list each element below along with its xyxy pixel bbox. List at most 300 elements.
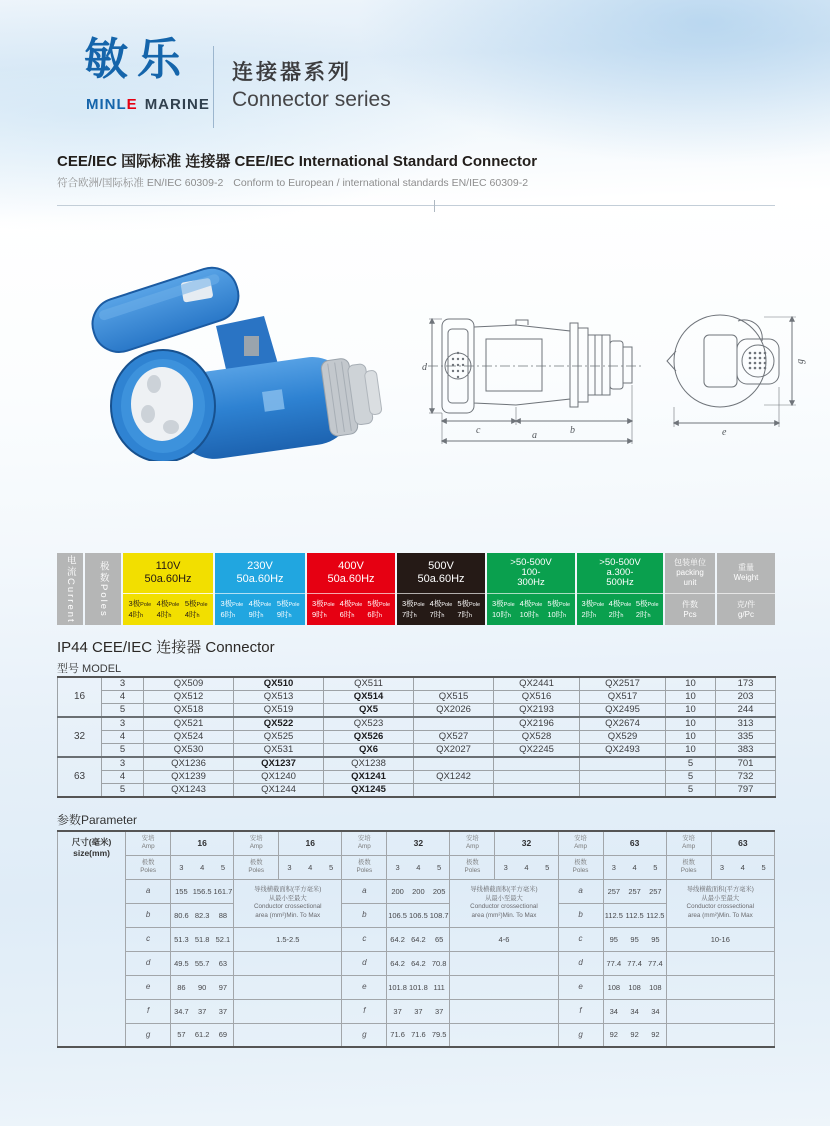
hour-suffix: h (647, 612, 651, 619)
model-cell: QX515 (414, 691, 494, 704)
voltage-label (487, 553, 575, 593)
weight-cn: 重量 (738, 563, 754, 572)
dim-value-cell: 37 (387, 999, 408, 1023)
gpc-en: g/Pc (737, 609, 754, 619)
current-rating-cell: 32 (58, 717, 102, 757)
dim-value-cell: 80.6 (171, 903, 192, 927)
technical-drawing (420, 295, 810, 455)
dim-value-cell: 108.7 (429, 903, 450, 927)
hour-suffix: h (196, 612, 200, 619)
dim-value-cell: 49.5 (171, 951, 192, 975)
current-rating-cell: 63 (58, 757, 102, 797)
model-cell: QX527 (414, 731, 494, 744)
dim-letter-cell: a (342, 879, 387, 903)
model-cell: QX1239 (144, 771, 234, 784)
pole-suffix: Pole (379, 602, 391, 609)
pole-hour-entry (457, 599, 480, 620)
empty-cell (234, 975, 342, 999)
dim-label-e: e (722, 427, 727, 438)
ip44-heading: IP44 CEE/IEC 连接器 Connector (57, 639, 275, 656)
pole-suffix: Pole (232, 602, 244, 609)
hour-position: 6时h (339, 609, 355, 619)
voltage-column (397, 553, 485, 625)
dim-value-cell: 34 (645, 999, 666, 1023)
pole-hour-entry (402, 599, 425, 620)
pole-count: 5极Pole (457, 599, 481, 609)
pole-count: 4极Pole (519, 599, 543, 609)
pole-suffix: Pole (503, 602, 515, 609)
conductor-cn-1: 导线横截面积(平方毫米) (470, 886, 538, 893)
model-cell: QX524 (144, 731, 234, 744)
packing-en-2: unit (683, 578, 697, 587)
empty-cell (666, 951, 774, 975)
poles-column (85, 553, 121, 625)
packing-column (665, 553, 715, 625)
dim-letter-cell: g (558, 1023, 603, 1047)
dim-letter-cell: e (342, 975, 387, 999)
pole-suffix: Pole (196, 602, 208, 609)
model-cell: QX517 (580, 691, 666, 704)
param-table-wrap (57, 830, 775, 1048)
voltage-column (487, 553, 575, 625)
weight-en: Weight (733, 573, 759, 582)
dim-value-cell: 106.5 (387, 903, 408, 927)
hour-suffix: h (140, 612, 144, 619)
model-table (57, 676, 776, 798)
packing-header (665, 553, 715, 593)
amp-label-cell: 安培 Amp (234, 831, 279, 855)
hour-position: 9时h (248, 609, 264, 619)
pole-hour-entry (547, 599, 570, 620)
hour-suffix: h (351, 612, 355, 619)
poles-count-cell: 3 (711, 855, 732, 879)
empty-cell (666, 1023, 774, 1047)
dim-letter-cell: c (558, 927, 603, 951)
logo-marine: MARINE (144, 96, 210, 113)
param-row (58, 975, 775, 999)
model-cell: QX2193 (494, 704, 580, 718)
dim-value-cell: 77.4 (645, 951, 666, 975)
voltage-column (123, 553, 213, 625)
dim-value-cell: 34 (624, 999, 645, 1023)
hour-position: 6时h (367, 609, 383, 619)
dim-value-cell: 71.6 (387, 1023, 408, 1047)
dim-value-cell: 34.7 (171, 999, 192, 1023)
dim-value-cell: 155 (171, 879, 192, 903)
pole-count: 3极Pole (220, 599, 244, 609)
voltage-label (307, 553, 395, 593)
dim-letter-cell: d (126, 951, 171, 975)
hour-position: 7时h (429, 609, 445, 619)
hour-position: 10时h (519, 609, 539, 619)
empty-cell (450, 1023, 558, 1047)
hour-suffix: h (620, 612, 624, 619)
dim-label-g: g (795, 359, 806, 364)
dim-value-cell: 86 (171, 975, 192, 999)
dim-value-cell: 112.5 (624, 903, 645, 927)
dim-value-cell: 95 (603, 927, 624, 951)
poles-count-cell: 3 (387, 855, 408, 879)
pole-count: 3极Pole (128, 599, 152, 609)
pole-hour-entry (636, 599, 659, 620)
model-cell: QX1243 (144, 784, 234, 798)
voltage-text-line: 50a.60Hz (327, 573, 375, 585)
brand-logo-cn: 敏乐 (84, 35, 190, 84)
dim-letter-cell: f (126, 999, 171, 1023)
dim-value-cell: 71.6 (408, 1023, 429, 1047)
dim-value-cell: 70.8 (429, 951, 450, 975)
model-cell: QX510 (234, 677, 324, 691)
voltage-text-line: 230V (247, 560, 273, 573)
dim-value-cell: 55.7 (192, 951, 213, 975)
param-row (58, 999, 775, 1023)
voltage-text-line: >50-500V (599, 556, 641, 568)
param-header-row-amp (58, 831, 775, 855)
dim-value-cell: 200 (387, 879, 408, 903)
model-cell: QX513 (234, 691, 324, 704)
pole-hour-entry (277, 599, 300, 620)
voltage-text-line: 400V (338, 560, 364, 573)
dim-letter-cell: g (342, 1023, 387, 1047)
poles-cell: 4 (102, 771, 144, 784)
poles-label-cell: 极数 Poles (666, 855, 711, 879)
dim-value-cell: 79.5 (429, 1023, 450, 1047)
voltage-label (397, 553, 485, 593)
section-subtitle-cn: 符合欧洲/国际标准 EN/IEC 60309-2 (57, 177, 224, 189)
poles-cell: 3 (102, 677, 144, 691)
poles-label-cell: 极数 Poles (558, 855, 603, 879)
current-label-cn: 电流 (64, 554, 76, 578)
model-cell: QX522 (234, 717, 324, 731)
voltage-text-line: 500Hz (606, 577, 634, 589)
model-cell (494, 784, 580, 798)
conductor-en-2: area (mm²)Min. To Max (471, 911, 537, 919)
model-row (58, 691, 776, 704)
brand-logo-en (86, 96, 210, 113)
conductor-range-cell: 1.5-2.5 (234, 927, 342, 951)
pole-hour-row (307, 593, 395, 625)
size-label-cn: 尺寸(毫米) (71, 837, 112, 847)
model-cell (580, 757, 666, 771)
model-cell (414, 677, 494, 691)
dim-value-cell: 205 (429, 879, 450, 903)
pole-suffix: Pole (260, 602, 272, 609)
model-cell: QX512 (144, 691, 234, 704)
model-cell: QX1241 (324, 771, 414, 784)
current-rating-cell: 16 (58, 677, 102, 717)
model-row (58, 704, 776, 718)
dim-value-cell: 64.2 (408, 927, 429, 951)
hour-position: 4时h (184, 609, 200, 619)
hour-suffix: h (441, 612, 445, 619)
model-cell: QX529 (580, 731, 666, 744)
poles-count-cell: 3 (495, 855, 516, 879)
poles-count-cell: 5 (645, 855, 666, 879)
logo-minle-blue: MINL (86, 96, 127, 113)
series-title-en: Connector series (232, 88, 391, 111)
poles-count-cell: 3 (279, 855, 300, 879)
model-cell: QX528 (494, 731, 580, 744)
dim-letter-cell: f (342, 999, 387, 1023)
hour-suffix: h (563, 612, 567, 619)
model-cell: QX521 (144, 717, 234, 731)
gpc-cn: 克/件 (736, 599, 756, 609)
pcs-cn: 件数 (682, 599, 698, 609)
current-label (65, 555, 75, 624)
weight-column (717, 553, 775, 625)
poles-count-cell: 3 (603, 855, 624, 879)
amp-label-cell: 安培 Amp (666, 831, 711, 855)
pole-count: 5极Pole (367, 599, 391, 609)
pole-count: 4极Pole (248, 599, 272, 609)
conductor-note-cell (666, 879, 774, 927)
hour-suffix: h (413, 612, 417, 619)
pole-suffix: Pole (593, 602, 605, 609)
spec-bar (57, 553, 775, 625)
hour-position: 9时h (276, 609, 292, 619)
hour-position: 7时h (457, 609, 473, 619)
hour-suffix: h (469, 612, 473, 619)
amp-value-cell: 16 (279, 831, 342, 855)
pole-count: 3极Pole (581, 599, 605, 609)
model-cell: QX1242 (414, 771, 494, 784)
hour-suffix: h (323, 612, 327, 619)
pole-hour-row (215, 593, 305, 625)
voltage-text-line: 50a.60Hz (236, 573, 284, 585)
poles-label-cn: 极数 (97, 560, 109, 584)
model-row (58, 731, 776, 744)
model-cell: QX523 (324, 717, 414, 731)
weight-cell: 797 (716, 784, 776, 798)
pole-suffix: Pole (323, 602, 335, 609)
dim-value-cell: 64.2 (387, 927, 408, 951)
model-cell: QX6 (324, 744, 414, 758)
empty-cell (234, 1023, 342, 1047)
model-cell: QX1245 (324, 784, 414, 798)
pole-hour-row (577, 593, 663, 625)
pole-suffix: Pole (351, 602, 363, 609)
model-row (58, 784, 776, 798)
hour-position: 2时h (608, 609, 624, 619)
voltage-text-line: 50a.60Hz (417, 573, 465, 585)
conductor-range-cell: 10-16 (666, 927, 774, 951)
model-cell: QX519 (234, 704, 324, 718)
dim-value-cell: 108 (624, 975, 645, 999)
dim-value-cell: 101.8 (408, 975, 429, 999)
dim-value-cell: 64.2 (408, 951, 429, 975)
conductor-en-1: Conductor crossectional (470, 903, 538, 910)
hour-suffix: h (260, 612, 264, 619)
current-column (57, 553, 83, 625)
model-row (58, 757, 776, 771)
pole-hour-entry (492, 599, 515, 620)
pcs-cell: 10 (666, 704, 716, 718)
dim-letter-cell: e (126, 975, 171, 999)
size-cell (58, 831, 126, 1047)
hour-suffix: h (535, 612, 539, 619)
voltage-text-line: 100- (521, 566, 541, 578)
dim-value-cell: 92 (645, 1023, 666, 1047)
pole-suffix: Pole (647, 602, 659, 609)
hour-position: 9时h (311, 609, 327, 619)
pcs-cell: 10 (666, 717, 716, 731)
dim-label-d: d (422, 362, 427, 373)
current-label-en: Current (64, 577, 76, 624)
pole-suffix: Pole (531, 602, 543, 609)
pole-count: 5极Pole (635, 599, 659, 609)
voltage-text-line: >50-500V (510, 556, 552, 568)
param-row (58, 1023, 775, 1047)
pole-hour-entry (520, 599, 543, 620)
logo-minle-red: E (126, 96, 138, 113)
poles-count-cell: 5 (537, 855, 558, 879)
poles-count-cell: 5 (429, 855, 450, 879)
dim-label-b: b (570, 425, 575, 436)
pole-hour-entry (609, 599, 632, 620)
model-cell: QX2493 (580, 744, 666, 758)
poles-cell: 5 (102, 744, 144, 758)
dim-value-cell: 63 (213, 951, 234, 975)
weight-header (717, 553, 775, 593)
dim-value-cell: 156.5 (192, 879, 213, 903)
dim-value-cell: 37 (192, 999, 213, 1023)
weight-cell: 313 (716, 717, 776, 731)
pole-hour-entry (312, 599, 335, 620)
dim-value-cell: 64.2 (387, 951, 408, 975)
model-cell: QX509 (144, 677, 234, 691)
dim-letter-cell: d (558, 951, 603, 975)
dim-label-a: a (532, 430, 537, 441)
model-cell: QX530 (144, 744, 234, 758)
pole-count: 4极Pole (339, 599, 363, 609)
poles-count-cell: 4 (624, 855, 645, 879)
weight-cell: 383 (716, 744, 776, 758)
dim-value-cell: 37 (213, 999, 234, 1023)
pole-hour-entry (220, 599, 243, 620)
dim-label-c: c (476, 425, 481, 436)
hour-suffix: h (288, 612, 292, 619)
dim-letter-cell: f (558, 999, 603, 1023)
dim-letter-cell: a (558, 879, 603, 903)
dim-value-cell: 77.4 (603, 951, 624, 975)
dim-value-cell: 52.1 (213, 927, 234, 951)
dim-value-cell: 77.4 (624, 951, 645, 975)
pole-hour-row (487, 593, 575, 625)
amp-value-cell: 16 (171, 831, 234, 855)
product-photo (68, 246, 388, 466)
section-subtitle-en: Conform to European / international standards EN/IEC 60309-2 (233, 177, 529, 189)
model-cell: QX525 (234, 731, 324, 744)
poles-count-cell: 4 (732, 855, 753, 879)
header-divider (213, 46, 214, 128)
pole-count: 4极Pole (156, 599, 180, 609)
voltage-label (123, 553, 213, 593)
pole-suffix: Pole (559, 602, 571, 609)
pcs-en: Pcs (683, 609, 697, 619)
model-cell: QX531 (234, 744, 324, 758)
model-cell: QX2674 (580, 717, 666, 731)
dim-value-cell: 51.8 (192, 927, 213, 951)
connector-photo-illustration (68, 246, 388, 461)
conductor-note-cell (234, 879, 342, 927)
poles-cell: 5 (102, 704, 144, 718)
pole-hour-entry (367, 599, 390, 620)
pole-suffix: Pole (140, 602, 152, 609)
model-table-body (58, 677, 776, 797)
hour-position: 10时h (547, 609, 567, 619)
hour-position: 6时h (220, 609, 236, 619)
dim-value-cell: 61.2 (192, 1023, 213, 1047)
pole-count: 3极Pole (491, 599, 515, 609)
dim-value-cell: 108 (645, 975, 666, 999)
poles-cell: 5 (102, 784, 144, 798)
amp-value-cell: 32 (495, 831, 558, 855)
hour-suffix: h (232, 612, 236, 619)
model-cell: QX516 (494, 691, 580, 704)
voltage-column (577, 553, 663, 625)
dim-value-cell: 257 (603, 879, 624, 903)
voltage-text-line: 300Hz (517, 577, 545, 589)
pole-hour-row (123, 593, 213, 625)
poles-cell: 4 (102, 731, 144, 744)
pole-suffix: Pole (288, 602, 300, 609)
pcs-cell: 10 (666, 731, 716, 744)
packing-en-1: packing (676, 568, 704, 577)
dim-value-cell: 200 (408, 879, 429, 903)
model-cell: QX2495 (580, 704, 666, 718)
poles-count-cell: 4 (516, 855, 537, 879)
poles-label (98, 561, 108, 618)
poles-cell: 3 (102, 717, 144, 731)
dimension-drawing (420, 295, 810, 450)
pole-suffix: Pole (413, 602, 425, 609)
title-rule-tick (434, 200, 435, 212)
weight-cell: 701 (716, 757, 776, 771)
dim-value-cell: 88 (213, 903, 234, 927)
poles-label-en: Poles (97, 583, 109, 618)
model-row (58, 717, 776, 731)
hour-suffix: h (507, 612, 511, 619)
pcs-cell: 5 (666, 784, 716, 798)
weight-cell: 244 (716, 704, 776, 718)
model-row (58, 677, 776, 691)
voltage-column (215, 553, 305, 625)
amp-label-cell: 安培 Amp (558, 831, 603, 855)
voltage-column (307, 553, 395, 625)
model-cell: QX2027 (414, 744, 494, 758)
amp-value-cell: 32 (387, 831, 450, 855)
pole-count: 3极Pole (311, 599, 335, 609)
voltage-label (215, 553, 305, 593)
pole-hour-entry (157, 599, 180, 620)
conductor-cn-2: 从最小至最大 (701, 894, 740, 902)
voltage-text-line: 50a.60Hz (144, 573, 192, 585)
dim-value-cell: 97 (213, 975, 234, 999)
hour-position: 10时h (491, 609, 511, 619)
dim-value-cell: 257 (645, 879, 666, 903)
pole-suffix: Pole (168, 602, 180, 609)
voltage-label (577, 553, 663, 593)
model-cell: QX2196 (494, 717, 580, 731)
pole-count: 4极Pole (429, 599, 453, 609)
empty-cell (450, 951, 558, 975)
model-label: 型号 MODEL (57, 663, 122, 675)
model-table-wrap (57, 676, 776, 798)
pole-hour-row (397, 593, 485, 625)
conductor-en-1: Conductor crossectional (686, 903, 755, 910)
hour-position: 2时h (635, 609, 651, 619)
amp-label-cell: 安培 Amp (126, 831, 171, 855)
